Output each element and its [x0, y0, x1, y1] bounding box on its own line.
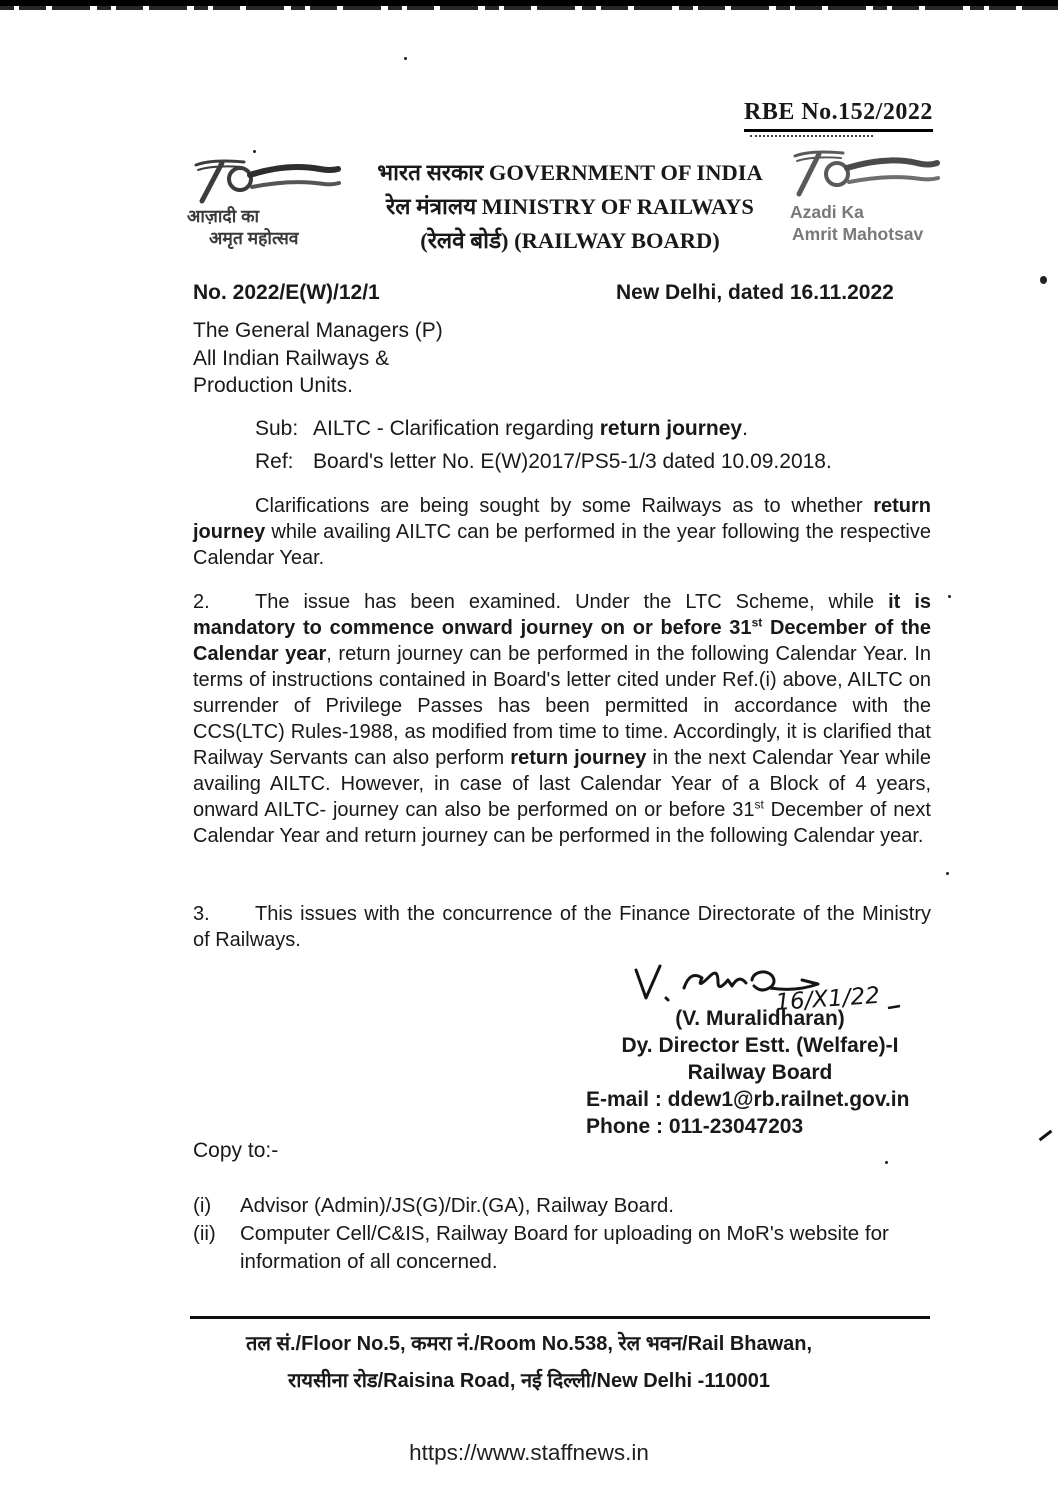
signatory-designation: Dy. Director Estt. (Welfare)-I	[621, 1034, 899, 1057]
logo-right-text-line2: Amrit Mahotsav	[792, 224, 924, 244]
footer-address	[114, 1326, 944, 1400]
paragraph-3-number: 3.	[193, 903, 210, 925]
letter-number: No. 2022/E(W)/12/1	[193, 281, 380, 304]
header-line-government-of-india: भारत सरकार GOVERNMENT OF INDIA	[377, 160, 763, 185]
scan-edge-artifact-ragged	[0, 6, 1058, 10]
reference-line	[255, 450, 832, 474]
subject-label: Sub:	[255, 417, 299, 440]
copy-to-item-text: Computer Cell/C&IS, Railway Board for uploading on MoR's website for information of all concerned.	[240, 1222, 889, 1273]
copy-to-label: Copy to:-	[193, 1139, 279, 1162]
logo-right-text-line1: Azadi Ka	[790, 202, 864, 222]
signatory-email: E-mail : ddew1@rb.railnet.gov.in	[586, 1088, 910, 1111]
scan-speck	[948, 595, 951, 598]
subject-line	[255, 417, 748, 441]
reference-text: Board's letter No. E(W)2017/PS5-1/3 dated 10.09.2018.	[313, 450, 832, 473]
addressee-block	[193, 317, 443, 400]
azadi-ka-amrit-mahotsav-logo-right	[780, 146, 952, 245]
copy-to-item-number: (i)	[193, 1194, 212, 1217]
paragraph-3-text: This issues with the concurrence of the Finance Directorate of the Ministry of Railways.	[193, 903, 931, 951]
azadi-ka-amrit-mahotsav-logo-left	[183, 153, 351, 249]
header-line-railway-board: (रेलवे बोर्ड) (RAILWAY BOARD)	[420, 228, 720, 253]
watermark-url: https://www.staffnews.in	[409, 1440, 649, 1465]
signatory-name: (V. Muralidharan)	[675, 1007, 845, 1030]
copy-to-item	[193, 1220, 938, 1276]
addressee-line: All Indian Railways &	[193, 346, 390, 370]
signatory-block	[586, 1005, 934, 1140]
copy-to-item-number: (ii)	[193, 1222, 216, 1245]
logo-left-text-line1: आज़ादी का	[187, 206, 260, 226]
scan-speck	[1040, 276, 1047, 284]
scan-speck	[1039, 1130, 1053, 1142]
scan-speck	[885, 1161, 888, 1164]
flag-75-icon	[192, 153, 342, 205]
footer-address-line1: तल सं./Floor No.5, कमरा नं./Room No.538, रेल भवन/Rail Bhawan,	[245, 1333, 813, 1355]
copy-to-list	[193, 1192, 938, 1276]
signature-date-text: 16/X1/22	[774, 982, 881, 1016]
footer-divider	[190, 1316, 930, 1319]
signatory-organization: Railway Board	[687, 1061, 833, 1084]
scan-speck	[946, 872, 949, 875]
reference-label: Ref:	[255, 450, 294, 473]
government-header	[352, 156, 788, 258]
paragraph-2	[193, 589, 931, 849]
paragraph-2-number: 2.	[193, 591, 210, 613]
paragraph-1-text: Clarifications are being sought by some Railways as to whether return journey while availing AILTC can be performed in the year following the respective Calendar Year.	[193, 495, 931, 569]
copy-to-item	[193, 1192, 938, 1220]
scan-speck	[404, 57, 407, 60]
paragraph-1	[193, 493, 931, 571]
addressee-line: The General Managers (P)	[193, 319, 443, 342]
paragraph-2-text: The issue has been examined. Under the LTC Scheme, while it is mandatory to commence onward journey on or before 31st December of the Calendar year, return journey can be performed in the following Calendar Year. In terms of instructions contained in Board's letter cited under Ref.(i) above, AILTC on surrender of Privilege Passes has been permitted in accordance with the CCS(LTC) Rules-1988, as modified from time to time. Accordingly, it is clarified that Railway Servants can also perform return journey in the next Calendar Year while availing AILTC. However, in case of last Calendar Year of a Block of 4 years, onward AILTC- journey can also be performed on or before 31st December of next Calendar Year and return journey can be performed in the following Calendar year.	[193, 591, 932, 847]
subject-text: AILTC - Clarification regarding return journey.	[313, 417, 748, 440]
rbe-number: RBE No.152/2022	[744, 99, 933, 132]
flag-75-icon	[791, 146, 941, 201]
copy-to-item-text: Advisor (Admin)/JS(G)/Dir.(GA), Railway Board.	[240, 1194, 675, 1217]
footer-address-line2: रायसीना रोड/Raisina Road, नई दिल्ली/New Delhi -110001	[288, 1370, 770, 1392]
header-line-ministry-of-railways: रेल मंत्रालय MINISTRY OF RAILWAYS	[386, 194, 754, 219]
logo-left-text-line2: अमृत महोत्सव	[209, 228, 299, 248]
signatory-phone: Phone : 011-23047203	[586, 1115, 804, 1138]
addressee-line: Production Units.	[193, 374, 353, 397]
paragraph-3	[193, 901, 931, 953]
place-and-date: New Delhi, dated 16.11.2022	[616, 281, 894, 304]
